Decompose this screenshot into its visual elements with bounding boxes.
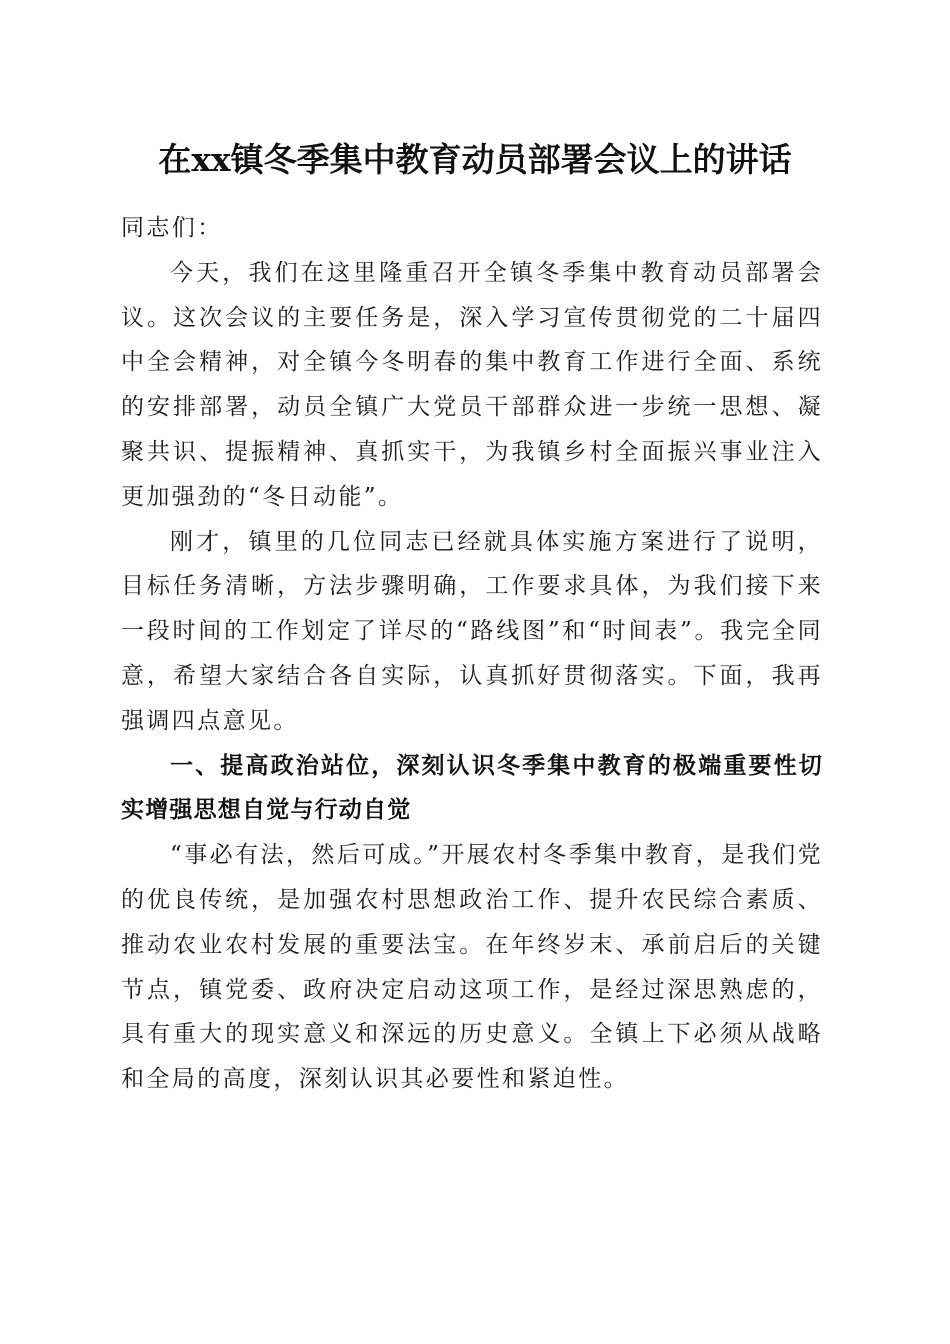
paragraph-plan-review: 刚才，镇里的几位同志已经就具体实施方案进行了说明，目标任务清晰，方法步骤明确，工作要求具体，为我们接下来一段时间的工作划定了详尽的“路线图”和“时间表”。我完全同意，希望大家结合各自实际，认真抓好贯彻落实。下面，我再强调四点意见。 xyxy=(121,528,823,734)
section-heading-one: 一、提高政治站位，深刻认识冬季集中教育的极端重要性切实增强思想自觉与行动自觉 xyxy=(121,752,823,824)
salutation: 同志们： xyxy=(121,215,223,241)
document-body xyxy=(121,206,823,1102)
paragraph-opening: 今天，我们在这里隆重召开全镇冬季集中教育动员部署会议。这次会议的主要任务是，深入学习宣传贯彻党的二十届四中全会精神，对全镇今冬明春的集中教育工作进行全面、系统的安排部署，动员全镇广大党员干部群众进一步统一思想、凝聚共识、提振精神、真抓实干，为我镇乡村全面振兴事业注入更加强劲的“冬日动能”。 xyxy=(121,259,823,510)
paragraph-section-one: “事必有法，然后可成。”开展农村冬季集中教育，是我们党的优良传统，是加强农村思想政治工作、提升农民综合素质、推动农业农村发展的重要法宝。在年终岁末、承前启后的关键节点，镇党委、政府决定启动这项工作，是经过深思熟虑的，具有重大的现实意义和深远的历史意义。全镇上下必须从战略和全局的高度，深刻认识其必要性和紧迫性。 xyxy=(121,842,823,1093)
document-title: 在xx镇冬季集中教育动员部署会议上的讲话 xyxy=(158,140,792,179)
